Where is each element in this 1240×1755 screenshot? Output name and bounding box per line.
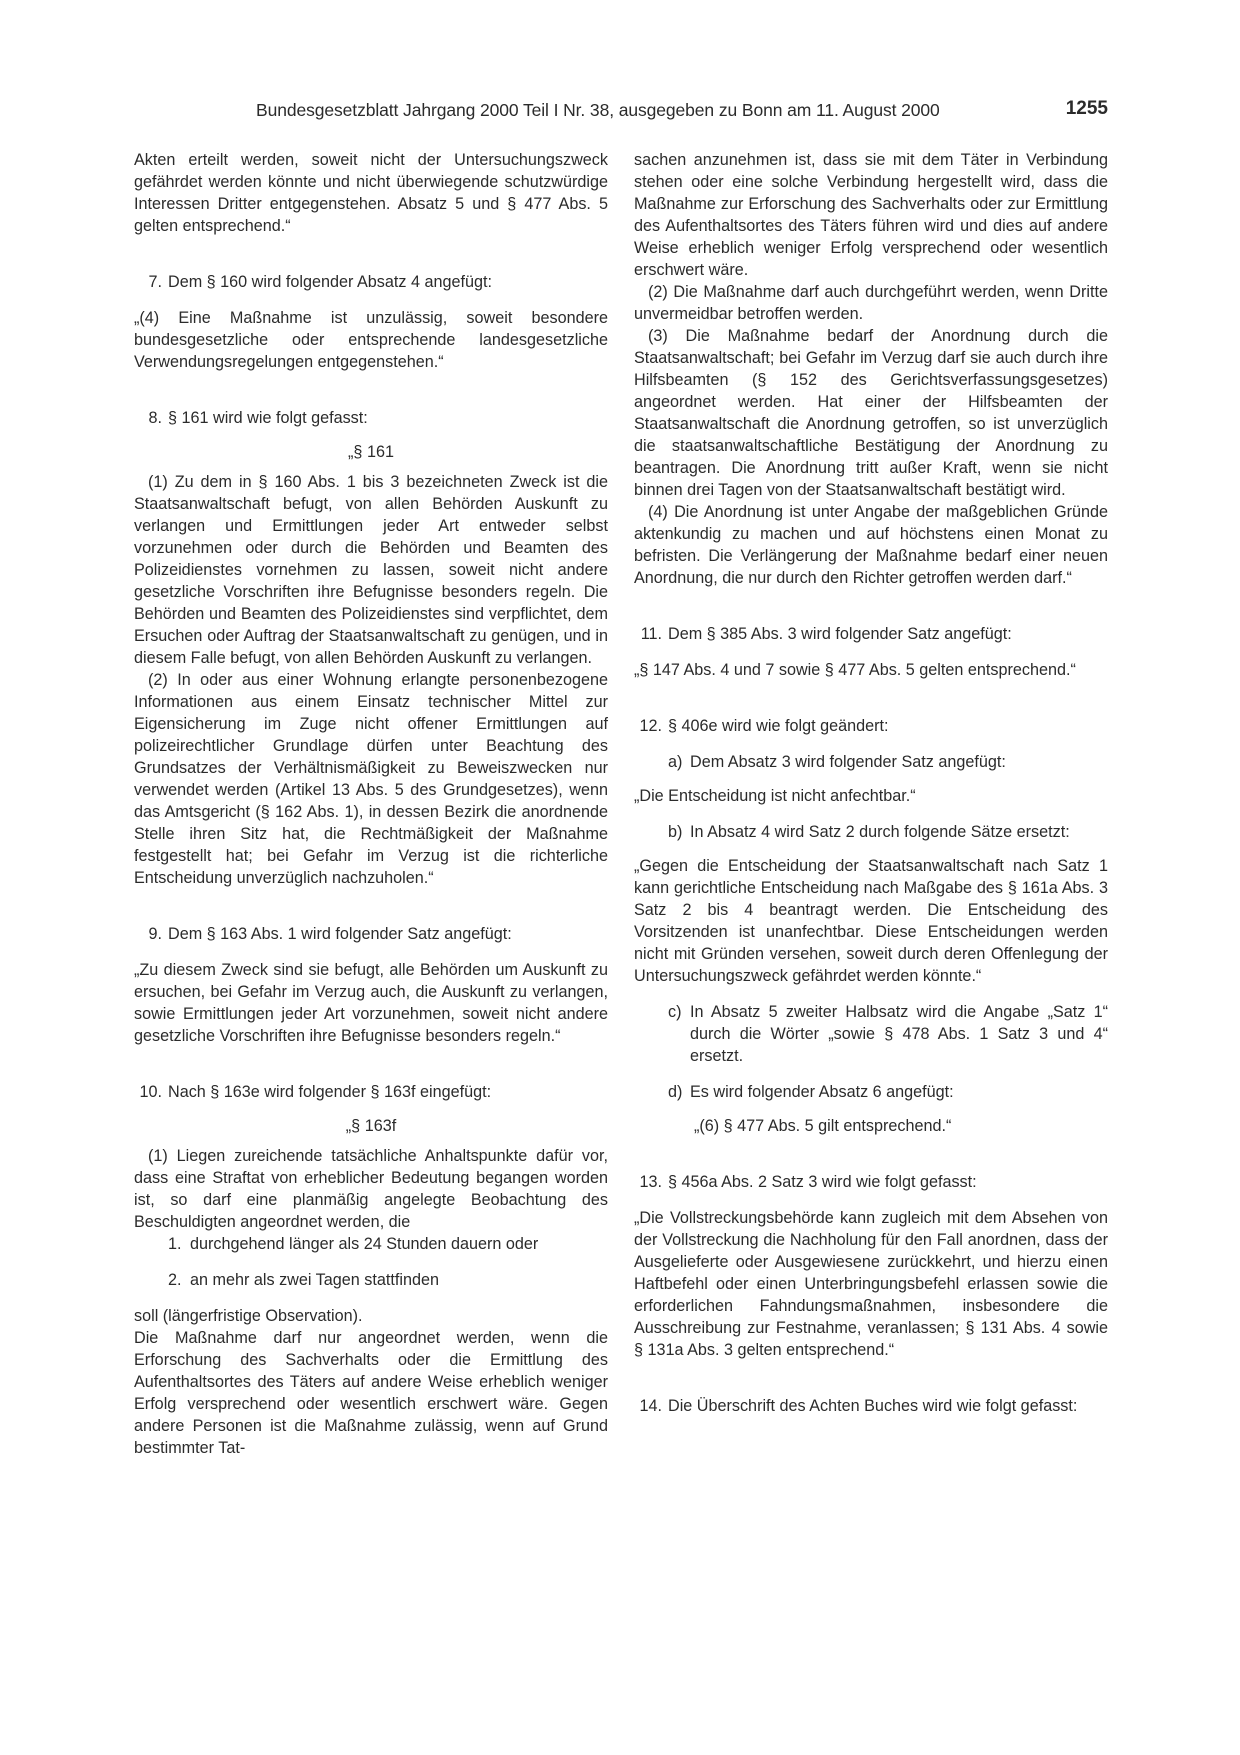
quote: „Die Vollstreckungsbehörde kann zugleich mit dem Absehen von der Vollstreckung die Nachholung für den Fall anordnen, dass der Ausgelieferte oder Ausgewiesene zurückkehrt, und hierzu einen Haftbefehl oder einen Unterbringungsbefehl erlassen sowie die erforderlichen Fahndungsmaßnahmen, insbesondere die Ausschreibung zur Festnahme, veranlassen; § 131 Abs. 4 sowie § 131a Abs. 3 gelten entsprechend.“ — [634, 1209, 1108, 1359]
item-number: 10. — [139, 1083, 162, 1101]
item-number: 13. — [639, 1173, 662, 1191]
paragraph: (2) Die Maßnahme darf auch durchgeführt werden, wenn Dritte unvermeidbar betroffen werden. — [634, 283, 1108, 323]
paragraph: (1) Zu dem in § 160 Abs. 1 bis 3 bezeichneten Zweck ist die Staatsanwaltschaft befugt, von allen Behörden Auskunft zu verlangen und Ermittlungen jeder Art entweder selbst vorzunehmen oder durch die Behörden und Beamten des Polizeidienstes vornehmen zu lassen, soweit nicht andere gesetzliche Vorschriften ihre Befugnisse besonders regeln. Die Behörden und Beamten des Polizeidienstes sind verpflichtet, dem Ersuchen oder Auftrag der Staatsanwaltschaft zu genügen, und in diesem Falle befugt, von allen Behörden Auskunft zu verlangen. — [134, 473, 608, 667]
quote: „Zu diesem Zweck sind sie befugt, alle Behörden um Auskunft zu ersuchen, bei Gefahr im Verzug auch, die Auskunft zu verlangen, sowie Ermittlungen jeder Art vorzunehmen, soweit nicht andere gesetzliche Vorschriften ihre Befugnisse besonders regeln.“ — [134, 961, 608, 1045]
paragraph: (1) Liegen zureichende tatsächliche Anhaltspunkte dafür vor, dass eine Straftat von erheblicher Bedeutung begangen worden ist, so darf eine planmäßig angelegte Beobachtung des Beschuldigten angeordnet werden, die — [134, 1147, 608, 1231]
list-item-9 — [134, 923, 608, 945]
quote: „Die Entscheidung ist nicht anfechtbar.“ — [634, 787, 916, 805]
list-item-12 — [634, 715, 1108, 737]
item-text: Dem Absatz 3 wird folgender Satz angefügt: — [690, 753, 1006, 771]
item-number: 2. — [168, 1271, 182, 1289]
item-number: 14. — [639, 1397, 662, 1415]
item-text: Nach § 163e wird folgender § 163f eingefügt: — [168, 1083, 492, 1101]
paragraph: soll (längerfristige Observation). — [134, 1307, 363, 1325]
paragraph: Akten erteilt werden, soweit nicht der Untersuchungszweck gefährdet werden könnte und nicht überwiegende schutzwürdige Interessen Dritter entgegenstehen. Absatz 5 und § 477 Abs. 5 gelten entsprechend.“ — [134, 151, 608, 235]
item-text: Dem § 163 Abs. 1 wird folgender Satz angefügt: — [168, 925, 512, 943]
sub-item-d — [634, 1081, 1108, 1103]
item-number: 11. — [640, 625, 662, 643]
sub-item-b — [634, 821, 1108, 843]
quote: „Gegen die Entscheidung der Staatsanwaltschaft nach Satz 1 kann gerichtliche Entscheidung nach Maßgabe des § 161a Abs. 3 Satz 2 bis 4 beantragt werden. Die Entscheidung des Vorsitzenden ist unanfechtbar. Diese Entscheidungen werden nicht mit Gründen versehen, soweit durch deren Offenlegung der Untersuchungszweck gefährdet werden könnte.“ — [634, 857, 1108, 985]
item-number: 7. — [148, 273, 162, 291]
item-text: durchgehend länger als 24 Stunden dauern oder — [190, 1235, 539, 1253]
item-text: Es wird folgender Absatz 6 angefügt: — [690, 1083, 954, 1101]
item-letter: b) — [668, 823, 683, 841]
section-heading: „§ 163f — [345, 1117, 397, 1135]
item-letter: a) — [668, 753, 683, 771]
quote: „§ 147 Abs. 4 und 7 sowie § 477 Abs. 5 gelten entsprechend.“ — [634, 661, 1076, 679]
header-title: Bundesgesetzblatt Jahrgang 2000 Teil I Nr. 38, ausgegeben zu Bonn am 11. August 2000 — [256, 100, 940, 120]
list-item-11 — [634, 623, 1108, 645]
item-text: Die Überschrift des Achten Buches wird wie folgt gefasst: — [668, 1397, 1078, 1415]
list-item-14 — [634, 1395, 1108, 1417]
item-letter: d) — [668, 1083, 683, 1101]
paragraph: (3) Die Maßnahme bedarf der Anordnung durch die Staatsanwaltschaft; bei Gefahr im Verzug darf sie auch durch ihre Hilfsbeamten (§ 152 des Gerichtsverfassungsgesetzes) angeordnet werden. Hat einer der Hilfsbeamten der Staatsanwaltschaft die Anordnung getroffen, so ist unverzüglich die staatsanwaltschaftliche Bestätigung der Anordnung zu beantragen. Die Anordnung tritt außer Kraft, wenn sie nicht binnen drei Tagen von der Staatsanwaltschaft bestätigt wird. — [634, 327, 1108, 499]
item-letter: c) — [668, 1003, 682, 1021]
paragraph: sachen anzunehmen ist, dass sie mit dem Täter in Verbindung stehen oder eine solche Verbindung hergestellt wird, dass die Maßnahme zur Erforschung des Sachverhalts oder zur Ermittlung des Aufenthaltsortes des Täters führen wird und dies auf andere Weise erheblich weniger Erfolg versprechend oder wesentlich erschwert wäre. — [634, 151, 1108, 279]
page-header — [256, 100, 1108, 126]
item-text: Dem § 160 wird folgender Absatz 4 angefügt: — [168, 273, 492, 291]
list-item — [168, 1269, 608, 1291]
item-number: 1. — [168, 1235, 182, 1253]
item-number: 8. — [148, 409, 162, 427]
item-text: an mehr als zwei Tagen stattfinden — [190, 1271, 439, 1289]
sub-item-a — [634, 751, 1108, 773]
item-text: Dem § 385 Abs. 3 wird folgender Satz angefügt: — [668, 625, 1012, 643]
page-number: 1255 — [1065, 98, 1108, 119]
item-text: § 161 wird wie folgt gefasst: — [168, 409, 368, 427]
paragraph: Die Maßnahme darf nur angeordnet werden, wenn die Erforschung des Sachverhalts oder die Ermittlung des Aufenthaltsortes des Täters auf andere Weise erheblich weniger Erfolg versprechend oder wesentlich erschwert wäre. Gegen andere Personen ist die Maßnahme zulässig, wenn auf Grund bestimmter Tat- — [134, 1329, 608, 1457]
item-text: In Absatz 4 wird Satz 2 durch folgende Sätze ersetzt: — [690, 823, 1070, 841]
paragraph: (4) Die Anordnung ist unter Angabe der maßgeblichen Gründe aktenkundig zu machen und auf höchstens einen Monat zu befristen. Die Verlängerung der Maßnahme bedarf einer neuen Anordnung, die nur durch den Richter getroffen werden darf.“ — [634, 503, 1108, 587]
list-item-13 — [634, 1171, 1108, 1193]
item-number: 9. — [148, 925, 162, 943]
item-text: § 406e wird wie folgt geändert: — [668, 717, 889, 735]
item-number: 12. — [639, 717, 662, 735]
quote: „(4) Eine Maßnahme ist unzulässig, soweit besondere bundesgesetzliche oder entsprechende landesgesetzliche Verwendungsregelungen entgegenstehen.“ — [134, 309, 608, 371]
left-column — [134, 149, 608, 1459]
quote: „(6) § 477 Abs. 5 gilt entsprechend.“ — [694, 1117, 952, 1135]
list-item-7 — [134, 271, 608, 293]
sub-item-c — [634, 1001, 1108, 1067]
list-item-10 — [134, 1081, 608, 1103]
item-text: In Absatz 5 zweiter Halbsatz wird die Angabe „Satz 1“ durch die Wörter „sowie § 478 Abs. 1 Satz 3 und 4“ ersetzt. — [690, 1003, 1108, 1065]
section-heading: „§ 161 — [348, 443, 394, 461]
right-column — [634, 149, 1108, 1417]
list-item — [168, 1233, 608, 1255]
paragraph: (2) In oder aus einer Wohnung erlangte personenbezogene Informationen aus einem Einsatz technischer Mittel zur Eigensicherung im Zuge nicht offener Ermittlungen auf polizeirechtlicher Grundlage dürfen unter Beachtung des Grundsatzes der Verhältnismäßigkeit zu Beweiszwecken nur verwendet werden (Artikel 13 Abs. 5 des Grundgesetzes), wenn das Amtsgericht (§ 162 Abs. 1), in dessen Bezirk die anordnende Stelle ihren Sitz hat, die Rechtmäßigkeit der Maßnahme festgestellt hat; bei Gefahr im Verzug ist die richterliche Entscheidung unverzüglich nachzuholen.“ — [134, 671, 608, 887]
list-item-8 — [134, 407, 608, 429]
item-text: § 456a Abs. 2 Satz 3 wird wie folgt gefasst: — [668, 1173, 977, 1191]
